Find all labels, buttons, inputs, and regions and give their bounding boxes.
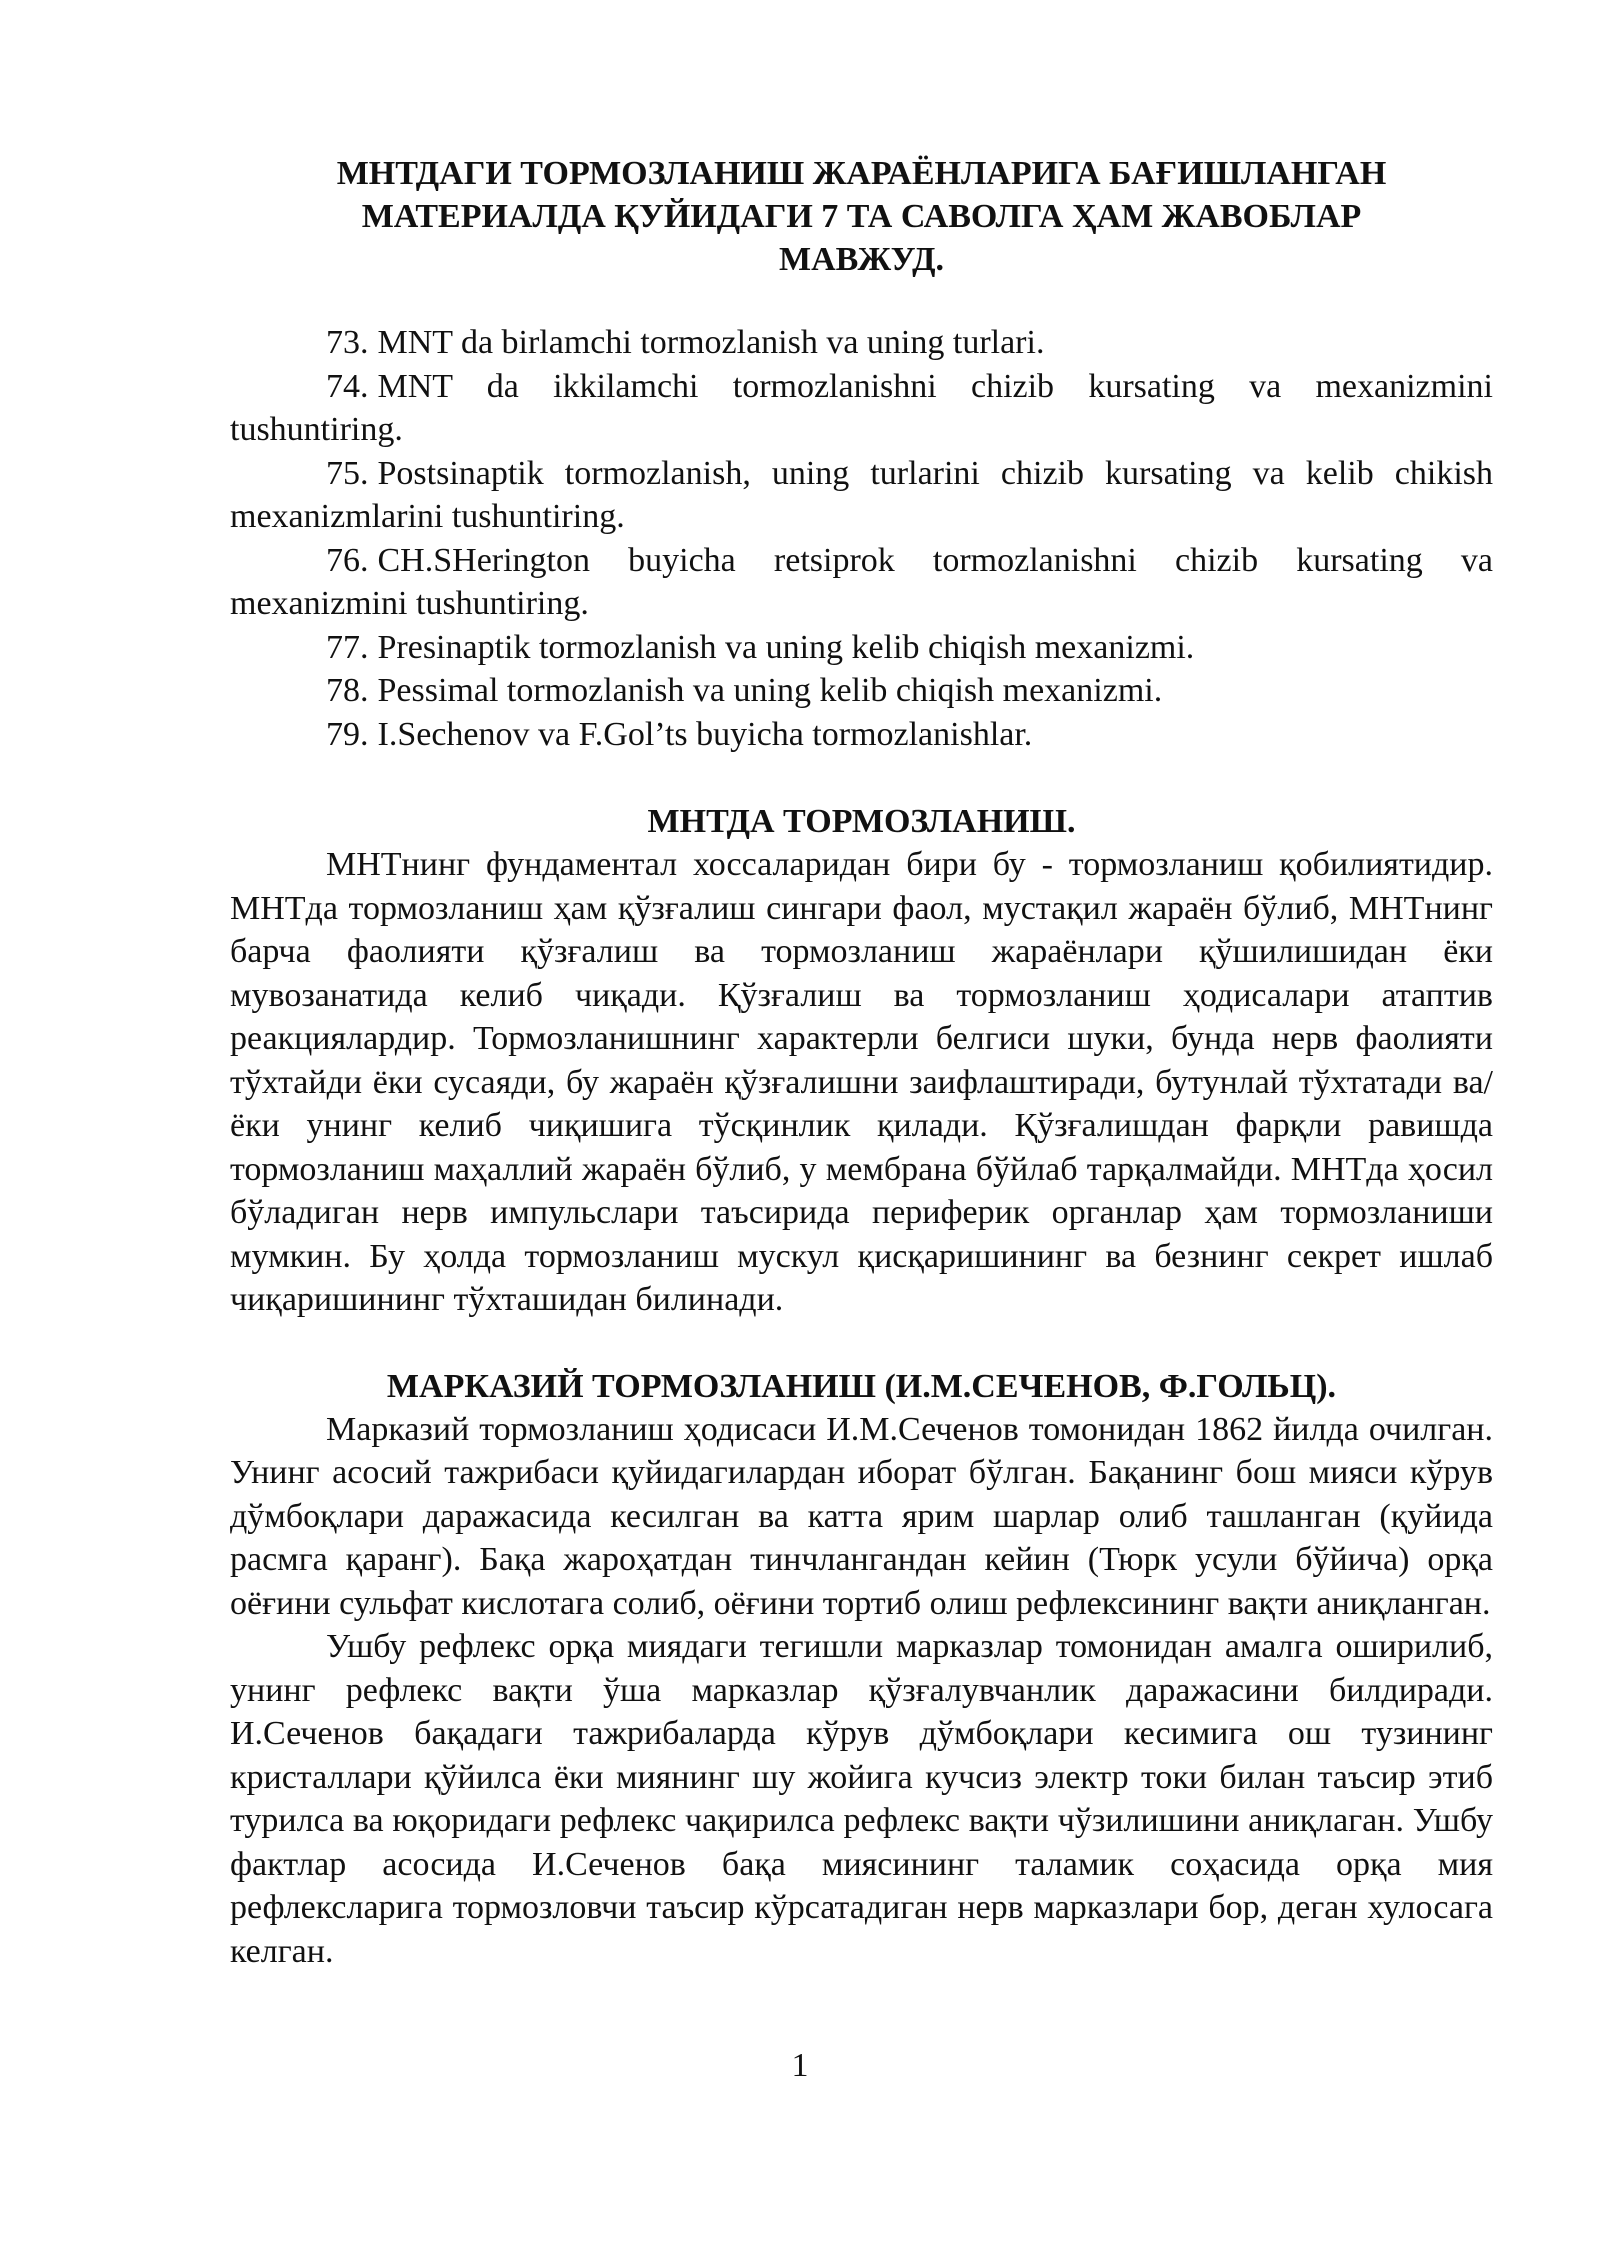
section-central-inhibition <box>230 1365 1493 1974</box>
question-number: 73. <box>326 324 369 361</box>
question-text: Presinaptik tormozlanish va uning kelib chiqish mexanizmi. <box>377 628 1195 666</box>
question-text: I.Sechenov va F.Gol’ts buyicha tormozlanishlar. <box>377 715 1033 753</box>
title-line: МАТЕРИАЛДА ҚУЙИДАГИ 7 ТА САВОЛГА ҲАМ ЖАВОБЛАР <box>361 198 1362 235</box>
question-number: 79. <box>326 715 369 753</box>
question-number: 76. <box>326 541 369 579</box>
question-list <box>230 321 1493 756</box>
question-item <box>230 539 1493 626</box>
body-paragraph: Ушбу рефлекс орқа миядаги тегишли марказлар томонидан амалга оширилиб, унинг рефлекс вақти ўша марказлар қўзғалувчанлик даражасини билдиради. И.Сеченов бақадаги тажрибаларда кўрув дўмбоқлари кесимига ош тузининг кристаллари қўйилса ёки миянинг шу жойига кучсиз электр токи билан таъсир этиб турилса ва юқоридаги рефлекс чақирилса рефлекс вақти чўзилишини аниқлаган. Ушбу фактлар асосида И.Сеченов бақа миясининг таламик соҳасида орқа мия рефлексларига тормозловчи таъсир кўрсатадиган нерв марказлари бор, деган хулосага келган. <box>230 1628 1493 1970</box>
section-spacer <box>230 1322 1493 1365</box>
page-number: 1 <box>791 2047 809 2084</box>
question-item <box>230 321 1493 365</box>
body-paragraph: МНТнинг фундаментал хоссаларидан бири бу - тормозланиш қобилиятидир. МНТда тормозланиш ҳам қўзғалиш сингари фаол, мустақил жараён бўлиб, МНТнинг барча фаолияти қўзғалиш ва тормозланиш жараёнлари қўшилишидан ёки мувозанатида келиб чиқади. Қўзғалиш ва тормозланиш ҳодисалари атаптив реакциялардир. Тормозланишнинг характерли белгиси шуки, бунда нерв фаолияти тўхтайди ёки сусаяди, бу жараён қўзғалишни заифлаштиради, бутунлай тўхтатади ва/ёки унинг келиб чиқишига тўсқинлик қилади. Қўзғалишдан фарқли равишда тормозланиш маҳаллий жараён бўлиб, у мембрана бўйлаб тарқалмайди. МНТда ҳосил бўладиган нерв импульслари таъсирида периферик органлар ҳам тормозланиши мумкин. Бу ҳолда тормозланиш мускул қисқаришининг ва безнинг секрет ишлаб чиқаришининг тўхташидан билинади. <box>230 846 1493 1318</box>
question-item <box>230 669 1493 713</box>
question-text: MNT da ikkilamchi tormozlanishni chizib kursating va mexanizmini tushuntiring. <box>230 367 1493 448</box>
section-heading: МАРКАЗИЙ ТОРМОЗЛАНИШ (И.М.СЕЧЕНОВ, Ф.ГОЛЬЦ). <box>386 1367 1337 1405</box>
question-item <box>230 713 1493 757</box>
title-line: МАВЖУД. <box>778 241 945 278</box>
question-text: CH.SHerington buyicha retsiprok tormozlanishni chizib kursating va mexanizmini tushuntiring. <box>230 541 1493 622</box>
question-number: 78. <box>326 672 369 709</box>
question-number: 75. <box>326 454 369 492</box>
section-inhibition <box>230 800 1493 1322</box>
body-paragraph: Марказий тормозланиш ҳодисаси И.М.Сеченов томонидан 1862 йилда очилган. Унинг асосий тажрибаси қуйидагилардан иборат бўлган. Бақанинг бош мияси кўрув дўмбоқлари даражасида кесилган ва катта ярим шарлар олиб ташланган (қуйида расмга қаранг). Бақа жароҳатдан тинчлангандан кейин (Тюрк усули бўйича) орқа оёғини сульфат кислотага солиб, оёғини тортиб олиш рефлексининг вақти аниқланган. <box>230 1410 1493 1622</box>
question-item <box>230 626 1493 670</box>
question-text: MNT da birlamchi tormozlanish va uning turlari. <box>377 324 1045 361</box>
question-number: 77. <box>326 628 369 666</box>
question-text: Pessimal tormozlanish va uning kelib chiqish mexanizmi. <box>377 672 1163 709</box>
question-text: Postsinaptik tormozlanish, uning turlarini chizib kursating va kelib chikish mexanizmlarini tushuntiring. <box>230 454 1493 535</box>
title-line: МНТДАГИ ТОРМОЗЛАНИШ ЖАРАЁНЛАРИГА БАҒИШЛАНГАН <box>336 155 1387 192</box>
section-heading: МНТДА ТОРМОЗЛАНИШ. <box>647 803 1076 840</box>
question-item <box>230 452 1493 539</box>
question-number: 74. <box>326 367 369 405</box>
question-item <box>230 365 1493 452</box>
document-title <box>230 152 1493 281</box>
